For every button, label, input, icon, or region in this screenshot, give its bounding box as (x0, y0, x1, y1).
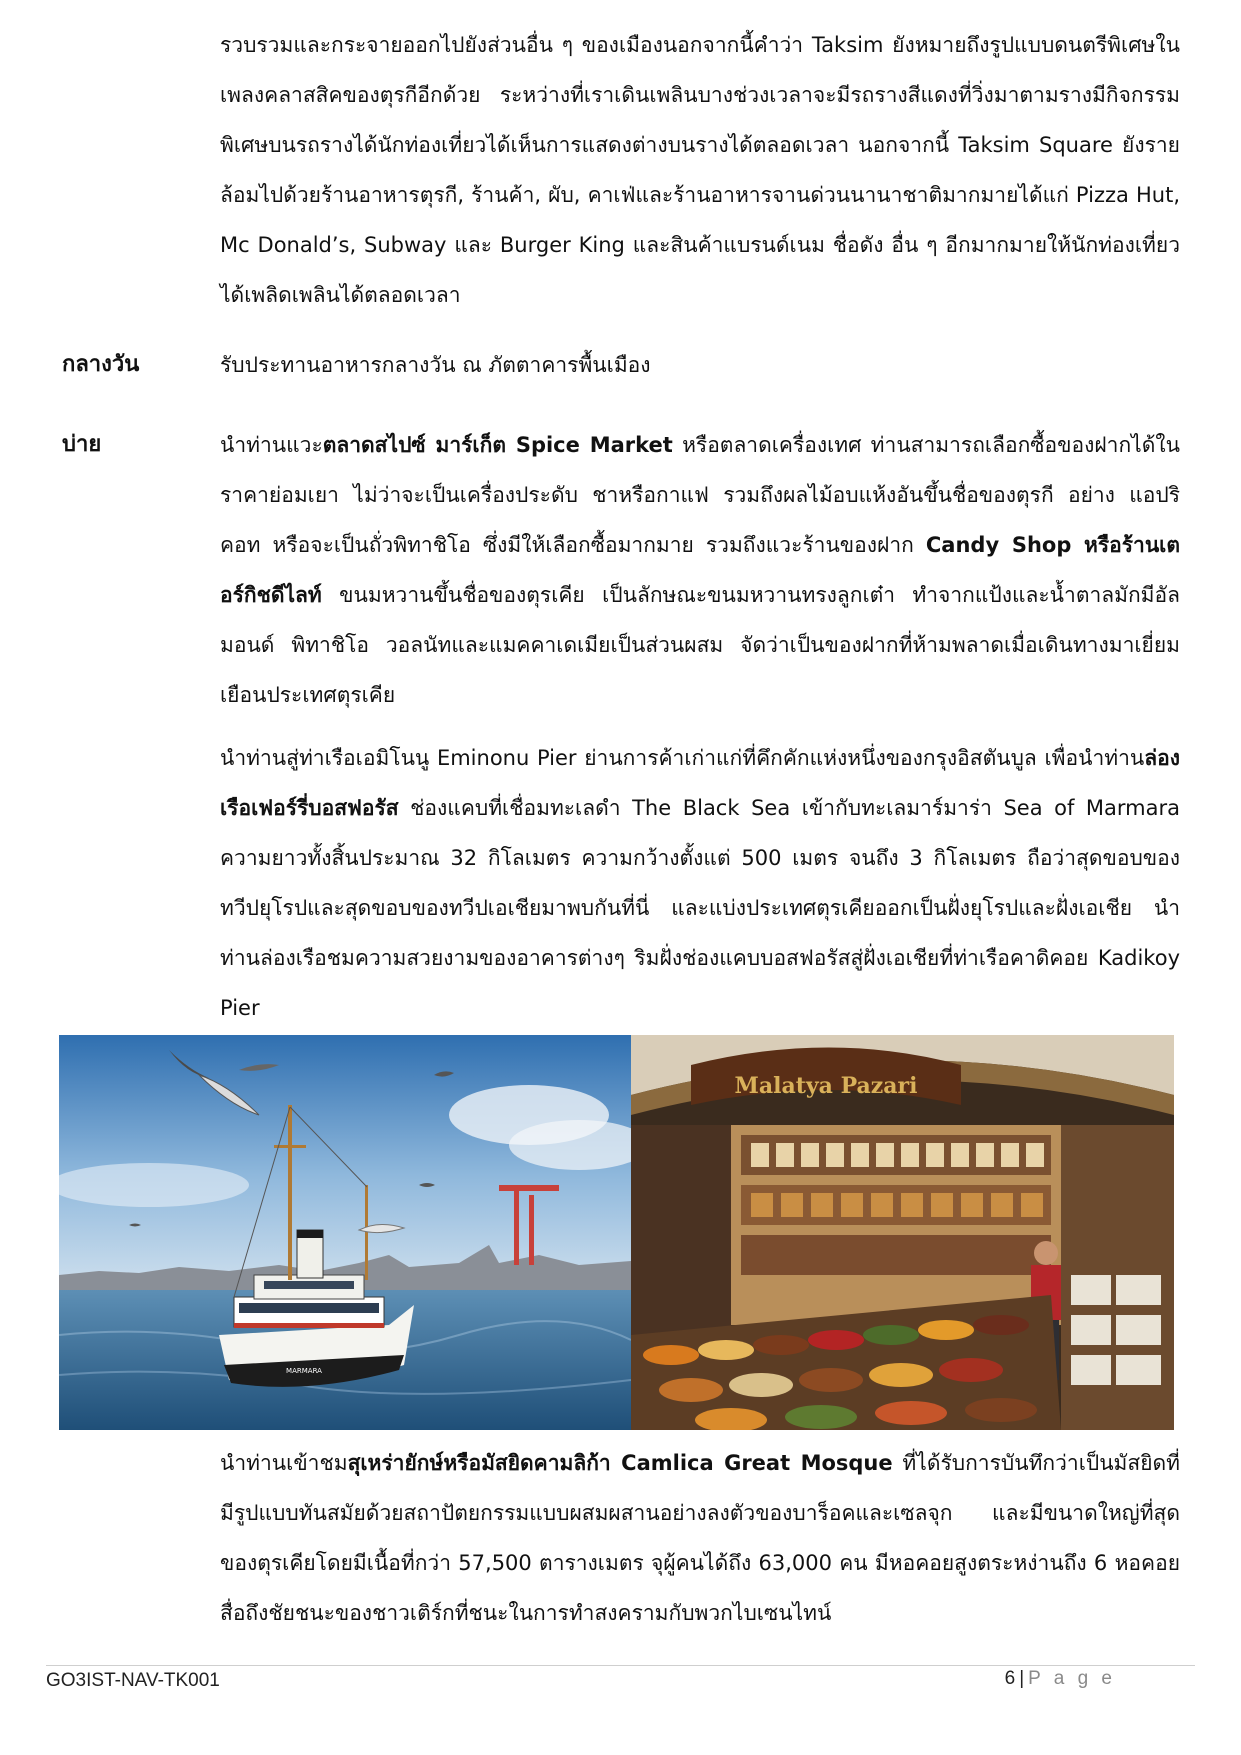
bosphorus-cruise-name: ล่องเรือเฟอร์รี่บอสฟอรัส (220, 746, 1180, 820)
intro-paragraph: รวบรวมและกระจายออกไปยังส่วนอื่น ๆ ของเมืองนอกจากนี้คำว่า Taksim ยังหมายถึงรูปแบบดนตรีพิเศษในเพลงคลาสสิคของตุรกีอีกด้วย ระหว่างที่เราเดินเพลินบางช่วงเวลาจะมีรถรางสีแดงที่วิ่งมาตามรางมีกิจกรรมพิเศษบนรถรางได้นักท่องเที่ยวได้เห็นการแสดงต่างบนรางได้ตลอดเวลา นอกจากนี้ Taksim Square ยังรายล้อมไปด้วยร้านอาหารตุรกี, ร้านค้า, ผับ, คาเฟ่และร้านอาหารจานด่วนนานาชาติมากมายได้แก่ Pizza Hut, Mc Donald’s, Subway และ Burger King และสินค้าแบรนด์เนม ชื่อดัง อื่น ๆ อีกมากมายให้นักท่องเที่ยวได้เพลิดเพลินได้ตลอดเวลา (220, 33, 1180, 307)
page-separator: | (1019, 1668, 1025, 1689)
bosphorus-text-c: ช่องแคบที่เชื่อมทะเลดำ The Black Sea เข้ากับทะเลมาร์มาร่า Sea of Marmara ความยาวทั้งสิ้นประมาณ 32 กิโลเมตร ความกว้างตั้งแต่ 500 เมตร จนถึง 3 กิโลเมตร ถือว่าสุดขอบของทวีปยุโรปและสุดขอบของทวีปเอเชียมาพบกันที่นี่ และแบ่งประเทศตุรเคียออกเป็นฝั่งยุโรปและฝั่งเอเชีย นำท่านล่องเรือชมความสวยงามของอาคารต่างๆ ริมฝั่งช่องแคบบอสฟอรัสสู่ฝั่งเอเชียที่ท่าเรือคาดิคอย Kadikoy Pier (220, 796, 1180, 1020)
bosphorus-text-a: นำท่านสู่ท่าเรือเอมิโนนู Eminonu Pier ย่านการค้าเก่าแก่ที่คึกคักแห่งหนึ่งของกรุงอิสตันบูล เพื่อนำท่าน (220, 746, 1145, 770)
candy-shop-name: Candy Shop หรือร้านเตอร์กิชดีไลท์ (220, 533, 1180, 607)
ferry-photo (59, 1035, 631, 1430)
page-word: P a g e (1028, 1668, 1116, 1689)
bosphorus-paragraph (220, 733, 1180, 1033)
ferry-name-text: MARMARA (286, 1367, 322, 1375)
afternoon-label: บ่าย (62, 432, 102, 457)
camlica-mosque-name: สุเหร่ายักษ์หรือมัสยิดคามลิก้า Camlica Great Mosque (347, 1451, 893, 1475)
lunch-label: กลางวัน (62, 352, 140, 377)
page-number: 6 (1004, 1668, 1016, 1689)
lunch-text: รับประทานอาหารกลางวัน ณ ภัตตาคารพื้นเมือง (220, 353, 651, 377)
spice-text-a: นำท่านแวะ (220, 433, 323, 457)
camlica-paragraph (220, 1438, 1180, 1638)
camlica-text-a: นำท่านเข้าชม (220, 1451, 348, 1475)
spice-market-name: ตลาดสไปซ์ มาร์เก็ต Spice Market (322, 433, 673, 457)
shop-sign-text: Malatya Pazari (734, 1073, 918, 1099)
spice-text-d: ขนมหวานขึ้นชื่อของตุรเคีย เป็นลักษณะขนมหวานทรงลูกเต๋า ทำจากแป้งและน้ำตาลมักมีอัลมอนด์ พิทาชิโอ วอลนัทและแมคคาเดเมียเป็นส่วนผสม จัดว่าเป็นของฝากที่ห้ามพลาดเมื่อเดินทางมาเยี่ยมเยือนประเทศตุรเคีย (220, 583, 1180, 707)
page-indicator (1005, 1668, 1116, 1690)
spice-market-photo (631, 1035, 1174, 1430)
spice-text-c: หรือตลาดเครื่องเทศ ท่านสามารถเลือกซื้อของฝากได้ในราคาย่อมเยา ไม่ว่าจะเป็นเครื่องประดับ ชาหรือกาแฟ รวมถึงผลไม้อบแห้งอันขึ้นชื่อของตุรกี อย่าง แอปริคอท หรือจะเป็นถั่วพิทาชิโอ ซึ่งมีให้เลือกซื้อมากมาย รวมถึงแวะร้านของฝาก (220, 433, 1180, 557)
camlica-text-c: ที่ได้รับการบันทึกว่าเป็นมัสยิดที่มีรูปแบบทันสมัยด้วยสถาปัตยกรรมแบบผสมผสานอย่างลงตัวของบาร็อคและเซลจุก และมีขนาดใหญ่ที่สุดของตุรเคียโดยมีเนื้อที่กว่า 57,500 ตารางเมตร จุผู้คนได้ถึง 63,000 คน มีหอคอยสูงตระหง่านถึง 6 หอคอย สื่อถึงชัยชนะของชาวเติร์กที่ชนะในการทำสงครามกับพวกไบเซนไทน์ (220, 1451, 1180, 1625)
spice-market-paragraph (220, 420, 1180, 720)
footer-rule (46, 1665, 1195, 1666)
document-code: GO3IST-NAV-TK001 (46, 1670, 220, 1691)
